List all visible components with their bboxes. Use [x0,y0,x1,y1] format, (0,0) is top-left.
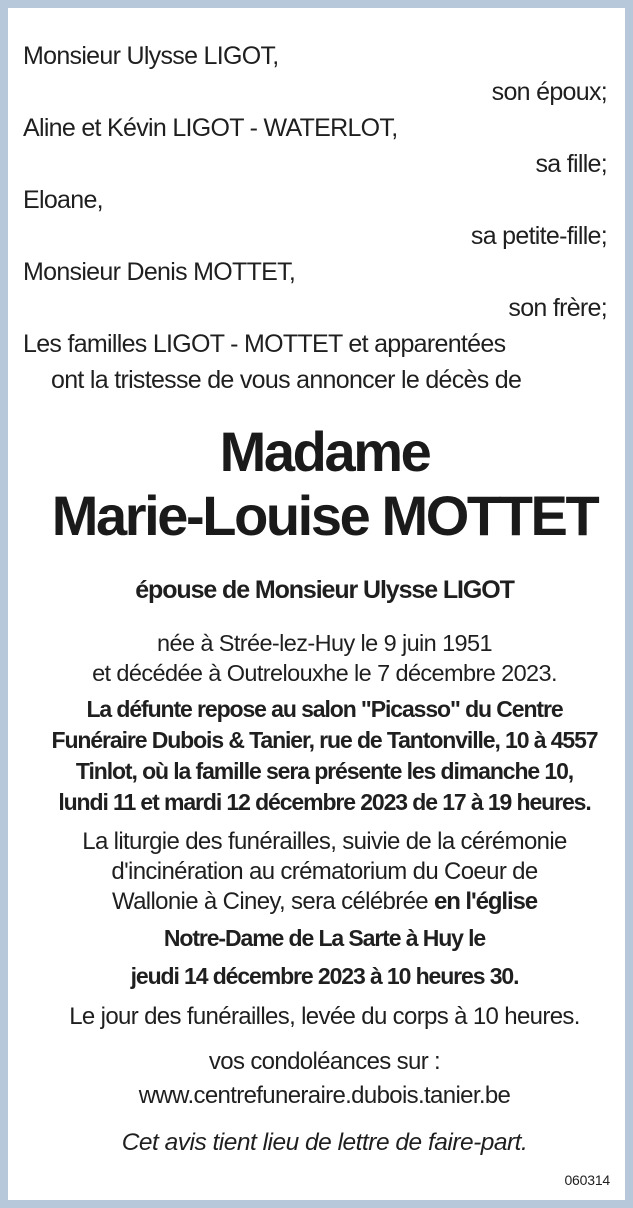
family-member-relation: sa petite-fille; [470,222,607,250]
family-member-relation: sa fille; [535,150,607,178]
repose-line: Tinlot, où la famille sera présente les dimanche 10, [75,758,574,784]
repose-line: lundi 11 et mardi 12 décembre 2023 de 17 à 19 heures. [58,789,591,815]
notice-line: Cet avis tient lieu de lettre de faire-part. [121,1129,528,1156]
family-member-name: Monsieur Denis MOTTET, [23,258,296,286]
repose-line: La défunte repose au salon "Picasso" du Centre [86,696,563,722]
funeral-datetime-line: jeudi 14 décembre 2023 à 10 heures 30. [130,963,519,989]
family-member-name: Monsieur Ulysse LIGOT, [23,42,279,70]
spouse-line: épouse de Monsieur Ulysse LIGOT [135,576,514,604]
condolences-link[interactable]: www.centrefuneraire.dubois.tanier.be [138,1082,511,1109]
reference-number: 060314 [564,1172,610,1188]
liturgy-line: La liturgie des funérailles, suivie de la cérémonie [82,828,567,855]
family-member-relation: son époux; [491,78,607,106]
announcement-line: ont la tristesse de vous annoncer le décès de [51,366,522,394]
death-line: et décédée à Outrelouxhe le 7 décembre 2023. [92,660,557,686]
levee-line: Le jour des funérailles, levée du corps à 10 heures. [69,1003,580,1030]
liturgy-church-text: en l'église [434,888,538,915]
condolences-label: vos condoléances sur : [208,1048,441,1075]
family-member-name: Aline et Kévin LIGOT - WATERLOT, [23,114,398,142]
family-member-relation: son frère; [508,294,607,322]
liturgy-line [8,888,633,916]
family-member-name: Eloane, [23,186,103,214]
deceased-title: Madame [219,420,430,483]
deceased-name: Marie-Louise MOTTET [51,484,598,547]
liturgy-line: d'incinération au crématorium du Coeur de [111,858,538,885]
church-line: Notre-Dame de La Sarte à Huy le [163,925,486,951]
repose-line: Funéraire Dubois & Tanier, rue de Tantonville, 10 à 4557 [51,727,598,753]
families-line: Les familles LIGOT - MOTTET et apparentées [23,330,506,358]
birth-line: née à Strée-lez-Huy le 9 juin 1951 [157,630,492,656]
liturgy-regular-text: Wallonie à Ciney, sera célébrée [111,888,435,915]
